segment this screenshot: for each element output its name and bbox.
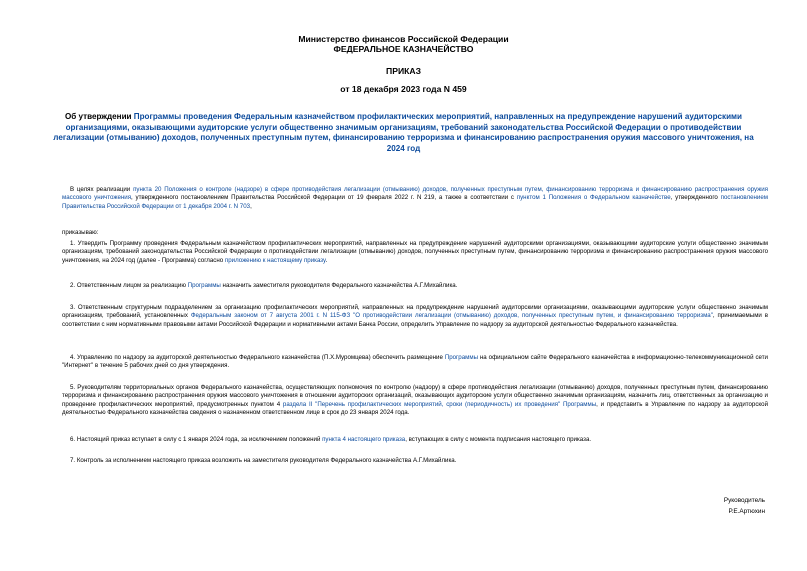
intro-link-3[interactable]: постановлением Правительства Российской Федерации от 1 декабря 2004 г. N 703 (62, 194, 768, 210)
item-2-link[interactable]: Программы (187, 282, 221, 289)
item-3-text-2: , принимаемыми в соответствии с ним нормативными правовыми актами Российской Федерации и нормативными актами Банка России, определить Управление по надзору за аудиторской деятельностью Федерального казначейства. (62, 312, 769, 328)
orders-word: приказываю: (62, 229, 99, 236)
intro-link-1[interactable]: пункта 20 Положения о контроле (надзоре) в сфере противодействия легализации (отмыванию) доходов, полученных преступным путем, финансированию терроризма и финансированию распространения оружия массового уничтожения (62, 186, 768, 202)
title-prefix: Об утверждении (64, 112, 134, 121)
item-5-link[interactable]: раздела II "Перечень профилактических мероприятий, сроки (периодичность) их проведения" Программы (282, 400, 597, 408)
item-1 (62, 240, 768, 265)
intro-text-4: , (250, 202, 252, 210)
intro-paragraph (62, 186, 768, 211)
item-3-text-1: 3. Ответственным структурным подразделением за организацию профилактических мероприятий, направленных на предупреждение нарушений аудиторскими организациями, оказывающими аудиторские услуги общественно значимым организациям, требований, установленных (62, 304, 768, 320)
item-2-text-2: назначить заместителя руководителя Федерального казначейства А.Г.Михайлика. (220, 282, 458, 289)
item-4-text-2: на официальном сайте Федерального казначейства в информационно-телекоммуникационной сети "Интернет" в течение 5 рабочих дней со дня утверждения. (62, 354, 768, 370)
item-4-link[interactable]: Программы (444, 354, 478, 361)
intro-link-2[interactable]: пунктом 1 Положения о Федеральном казначействе (516, 194, 671, 202)
item-6-text-2: , вступающих в силу с момента подписания настоящего приказа. (405, 436, 592, 443)
ministry-name: Министерство финансов Российской Федерации (298, 34, 509, 44)
item-7 (62, 457, 768, 465)
item-2-text-1: 2. Ответственным лицом за реализацию (70, 282, 188, 289)
intro-text-1: В целях реализации (70, 186, 134, 193)
item-4 (62, 354, 768, 371)
treasury-name: ФЕДЕРАЛЬНОЕ КАЗНАЧЕЙСТВО (333, 44, 474, 54)
item-6 (62, 436, 768, 444)
item-6-text-1: 6. Настоящий приказ вступает в силу с 1 января 2024 года, за исключением положений (70, 436, 323, 443)
intro-text-3: , утвержденного (670, 194, 721, 202)
item-3-link[interactable]: Федеральным законом от 7 августа 2001 г. N 115-ФЗ "О противодействии легализации (отмыванию) доходов, полученных преступным путем, и финансированию терроризма" (190, 312, 713, 320)
item-4-text-1: 4. Управлению по надзору за аудиторской деятельностью Федерального казначейства (П.Х.Муромцева) обеспечить размещение (70, 354, 445, 361)
order-date: от 18 декабря 2023 года N 459 (340, 84, 467, 94)
intro-text-2: , утвержденного постановлением Правительства Российской Федерации от 19 февраля 2022 г. N 219, а также в соответствии с (131, 194, 517, 202)
item-1-text-2: . (325, 256, 328, 264)
signature-name: Р.Е.Артюхин (728, 508, 765, 515)
title-program-link[interactable]: Программы проведения Федеральным казначейством профилактических мероприятий, направленных на предупреждение нарушений аудиторскими организациями, оказывающими аудиторские услуги общественно значимым организациям, требований законодательства Российской Федерации о противодействии легализации (отмыванию) доходов, полученных преступным путем, финансированию терроризма и финансированию распространения оружия массового уничтожения, на 2024 год (53, 112, 754, 153)
item-5-text-2: , и представить в Управление по надзору за аудиторской деятельностью Федерального казначейства сведения о назначенном ответственном лице в срок до 23 января 2024 года. (62, 400, 768, 417)
item-2 (62, 282, 768, 290)
item-5-text-1: 5. Руководителям территориальных органов Федерального казначейства, осуществляющих полномочия по контролю (надзору) в сфере противодействия легализации (отмыванию) доходов, полученных преступным путем, финансированию терроризма и финансированию распространения оружия массового уничтожения в отношении аудиторских организаций, оказывающих аудиторские услуги общественно значимым организациям, назначить лиц, ответственных за организацию и проведение профилактических мероприятий, предусмотренных пунктом 4 (62, 384, 768, 408)
document-title (50, 112, 757, 154)
item-5 (62, 384, 768, 418)
item-7-text-1: 7. Контроль за исполнением настоящего приказа возложить на заместителя руководителя Федерального казначейства А.Г.Михайлика. (70, 457, 457, 464)
signature-position: Руководитель (723, 497, 765, 504)
item-1-link[interactable]: приложению к настоящему приказу (224, 256, 326, 264)
item-3 (62, 304, 768, 329)
order-heading: ПРИКАЗ (386, 66, 421, 76)
item-1-text-1: 1. Утвердить Программу проведения Федеральным казначейством профилактических мероприятий, направленных на предупреждение нарушений аудиторскими организациями, оказывающими аудиторские услуги общественно значимым организациям, требований законодательства Российской Федерации о противодействии легализации (отмыванию) доходов, полученных преступным путем, финансированию терроризма и финансированию распространения оружия массового уничтожения, на 2024 год (далее - Программа) согласно (62, 240, 768, 264)
item-6-link[interactable]: пункта 4 настоящего приказа (322, 436, 406, 443)
